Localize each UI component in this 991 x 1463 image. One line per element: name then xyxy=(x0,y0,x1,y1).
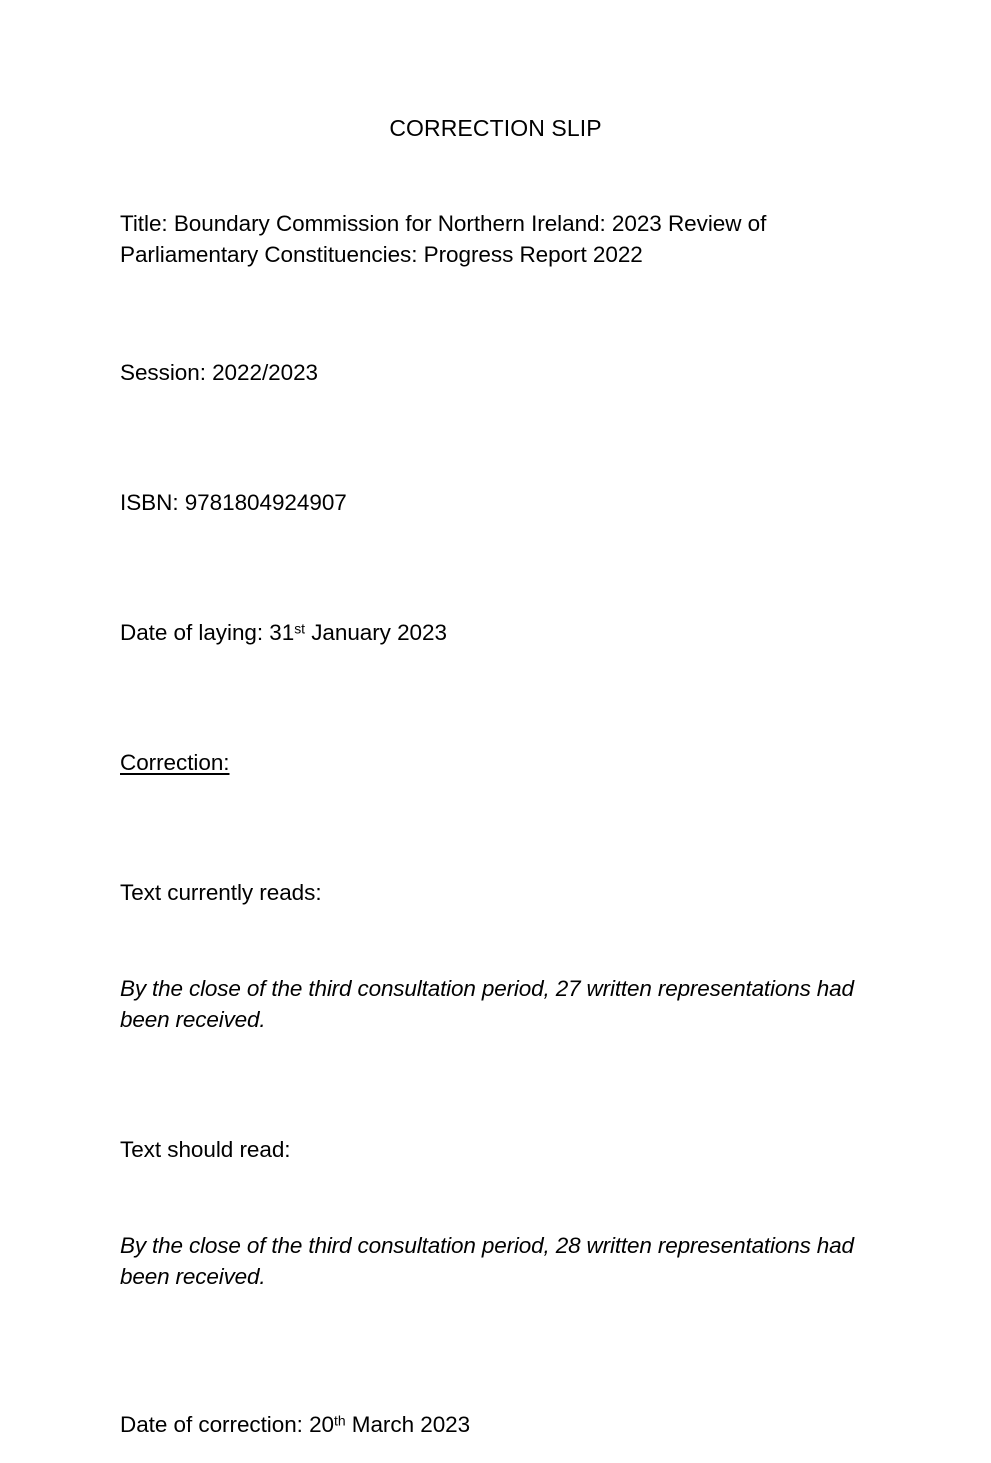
date-of-correction-label: Date of correction: xyxy=(120,1412,303,1438)
date-of-correction-month-year: March 2023 xyxy=(351,1412,471,1438)
date-of-laying-ordinal-suffix: st xyxy=(294,620,305,637)
currently-reads-text: By the close of the third consultation period, 27 written representations had been received. xyxy=(120,975,854,1032)
isbn-field: ISBN: 9781804924907 xyxy=(120,489,347,515)
page-title: CORRECTION SLIP xyxy=(389,115,602,141)
date-of-laying-label: Date of laying: xyxy=(120,619,264,645)
title-field: Title: Boundary Commission for Northern Ireland: 2023 Review of Parliamentary Constituencies: Progress Report 2022 xyxy=(120,211,767,268)
date-of-correction-day: 20 xyxy=(309,1412,335,1438)
spacer xyxy=(120,670,858,724)
spacer xyxy=(120,1057,858,1111)
date-of-laying-day: 31 xyxy=(269,619,295,645)
spacer xyxy=(120,930,858,950)
spacer xyxy=(120,1315,858,1387)
date-of-laying-field xyxy=(120,617,858,648)
spacer xyxy=(120,1187,858,1207)
spacer xyxy=(120,540,858,594)
correction-heading-text: Correction: xyxy=(120,749,230,775)
date-of-correction-ordinal-suffix: th xyxy=(334,1412,346,1429)
correction-section-heading xyxy=(120,747,858,778)
should-read-text: By the close of the third consultation period, 28 written representations had been received. xyxy=(120,1232,854,1290)
spacer xyxy=(120,410,858,464)
spacer xyxy=(120,270,858,334)
date-of-laying-month-year: January 2023 xyxy=(311,619,447,645)
date-of-correction-field xyxy=(120,1409,858,1440)
currently-reads-label: Text currently reads: xyxy=(120,879,322,905)
document-body xyxy=(120,208,858,1463)
spacer xyxy=(120,800,858,854)
should-read-label: Text should read: xyxy=(120,1136,291,1162)
session-field: Session: 2022/2023 xyxy=(120,359,319,385)
